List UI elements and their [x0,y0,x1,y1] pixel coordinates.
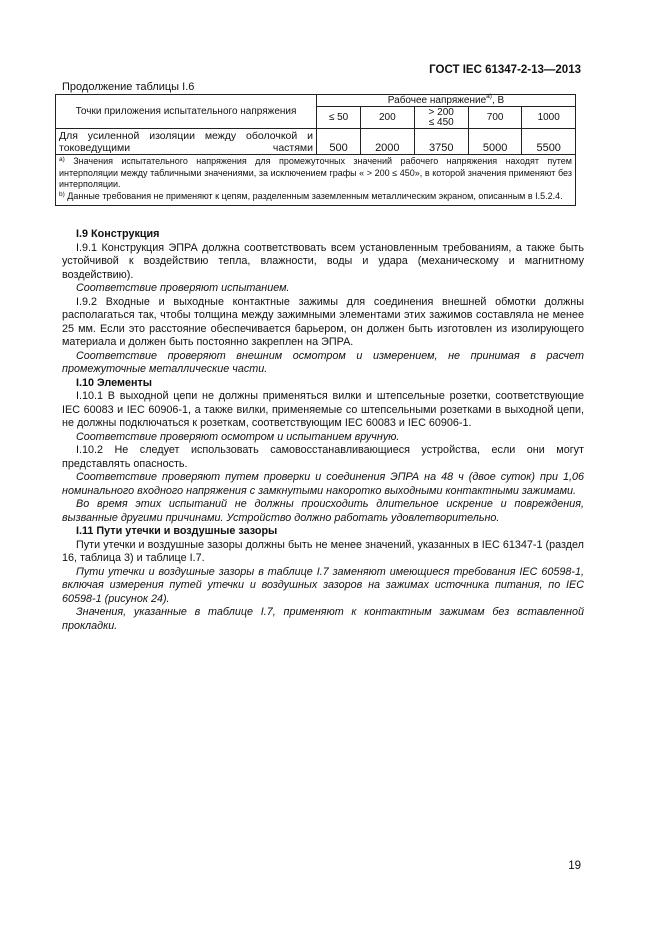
table-notes [56,155,576,206]
body-paragraph: I.10.2 Не следует использовать самовосстанавливающиеся устройства, если они могут представлять опасность. [62,444,584,470]
table-note: $^{b)}$ Данные требования не применяют к цепям, разделенным заземленным металлическим экраном, описанным в I.5.2.4. [59,190,563,201]
compliance-note: Соответствие проверяют осмотром и испытанием вручную. [76,430,400,443]
voltage-col-header: 200 [361,107,415,129]
voltage-value-cell: 5500 [522,129,576,155]
voltage-value-cell: 3750 [414,129,468,155]
voltage-value-cell: 2000 [361,129,415,155]
voltage-col-header: ≤ 50 [317,107,361,129]
voltage-value-cell: 5000 [468,129,522,155]
row-label: Для усиленной изоляции между оболочкой и токоведущими частями [56,129,317,155]
voltage-value-cell: 500 [317,129,361,155]
section-heading: I.9 Конструкция [76,228,160,240]
col-header-test-points: Точки приложения испытательного напряжения [56,95,317,129]
compliance-note: Соответствие проверяют внешним осмотром и измерением, не принимая в расчет промежуточные металлические части. [62,349,584,375]
table-note: $^{a)}$ Значения испытательного напряжения для промежуточных значений рабочего напряжения находят путем интерполяции между табличными значениями, за исключением графы « > 200 ≤ 450», в которой значения применяют без интерполяции. [59,156,572,189]
voltage-col-header: > 200 ≤ 450 [414,107,468,129]
document-code: ГОСТ IEC 61347-2-13—2013 [429,64,581,76]
voltage-col-header: 700 [468,107,522,129]
body-paragraph: I.9.1 Конструкция ЭПРА должна соответствовать всем установленным требованиям, а также быть устойчивой к воздействию тепла, влажности, воды и удара (механическому и магнитному воздействию). [62,241,584,281]
test-voltage-table [55,94,576,206]
voltage-col-header: 1000 [522,107,576,129]
body-paragraph: I.10.1 В выходной цепи не должны применяться вилки и штепсельные розетки, соответствующие IEC 60083 и IEC 60906-1, а также вилки, применяемые со штепсельными розетками в выходной цепи, не должны подключаться к розеткам, соответствующим IEC 60083 и IEC 60906-1. [62,390,584,429]
document-body [62,228,584,633]
table-continuation-label: Продолжение таблицы I.6 [62,81,195,93]
compliance-note: Пути утечки и воздушные зазоры в таблице I.7 заменяют имеющиеся требования IEC 60598-1, включая измерения путей утечки и воздушных зазоров на зажимах источника питания, по IEC 60598-1 (рисунок 24). [62,565,584,605]
section-heading: I.10 Элементы [76,376,153,389]
compliance-note: Во время этих испытаний не должны происходить длительное искрение и повреждения, вызванные другими причинами. Устройство должно работать удовлетворительно. [62,498,584,524]
body-paragraph: Пути утечки и воздушные зазоры должны быть не менее значений, указанных в IEC 61347-1 (раздел 16, таблица 3) и таблице I.7. [62,538,584,564]
section-heading: I.11 Пути утечки и воздушные зазоры [76,525,278,537]
compliance-note: Значения, указанные в таблице I.7, применяют к контактным зажимам без вставленной прокладки. [62,606,584,632]
compliance-note: Соответствие проверяют испытанием. [76,282,290,294]
body-paragraph: I.9.2 Входные и выходные контактные зажимы для соединения внешней обмотки должны располагаться так, чтобы толщина между зажимными элементами этих зажимов составляла не менее 25 мм. Если это расстояние обеспечивается барьером, он должен быть изготовлен из изолирующего материала и должен быть постоянно закреплен на ЭПРА. [62,295,584,348]
col-header-working-voltage: Рабочее напряжение$^{a)}$, В [317,95,576,107]
page-number: 19 [568,860,581,872]
compliance-note: Соответствие проверяют путем проверки и соединения ЭПРА на 48 ч (двое суток) при 1,06 номинального входного напряжения с замкнутыми накоротко выходными контактными зажимами. [62,471,584,497]
